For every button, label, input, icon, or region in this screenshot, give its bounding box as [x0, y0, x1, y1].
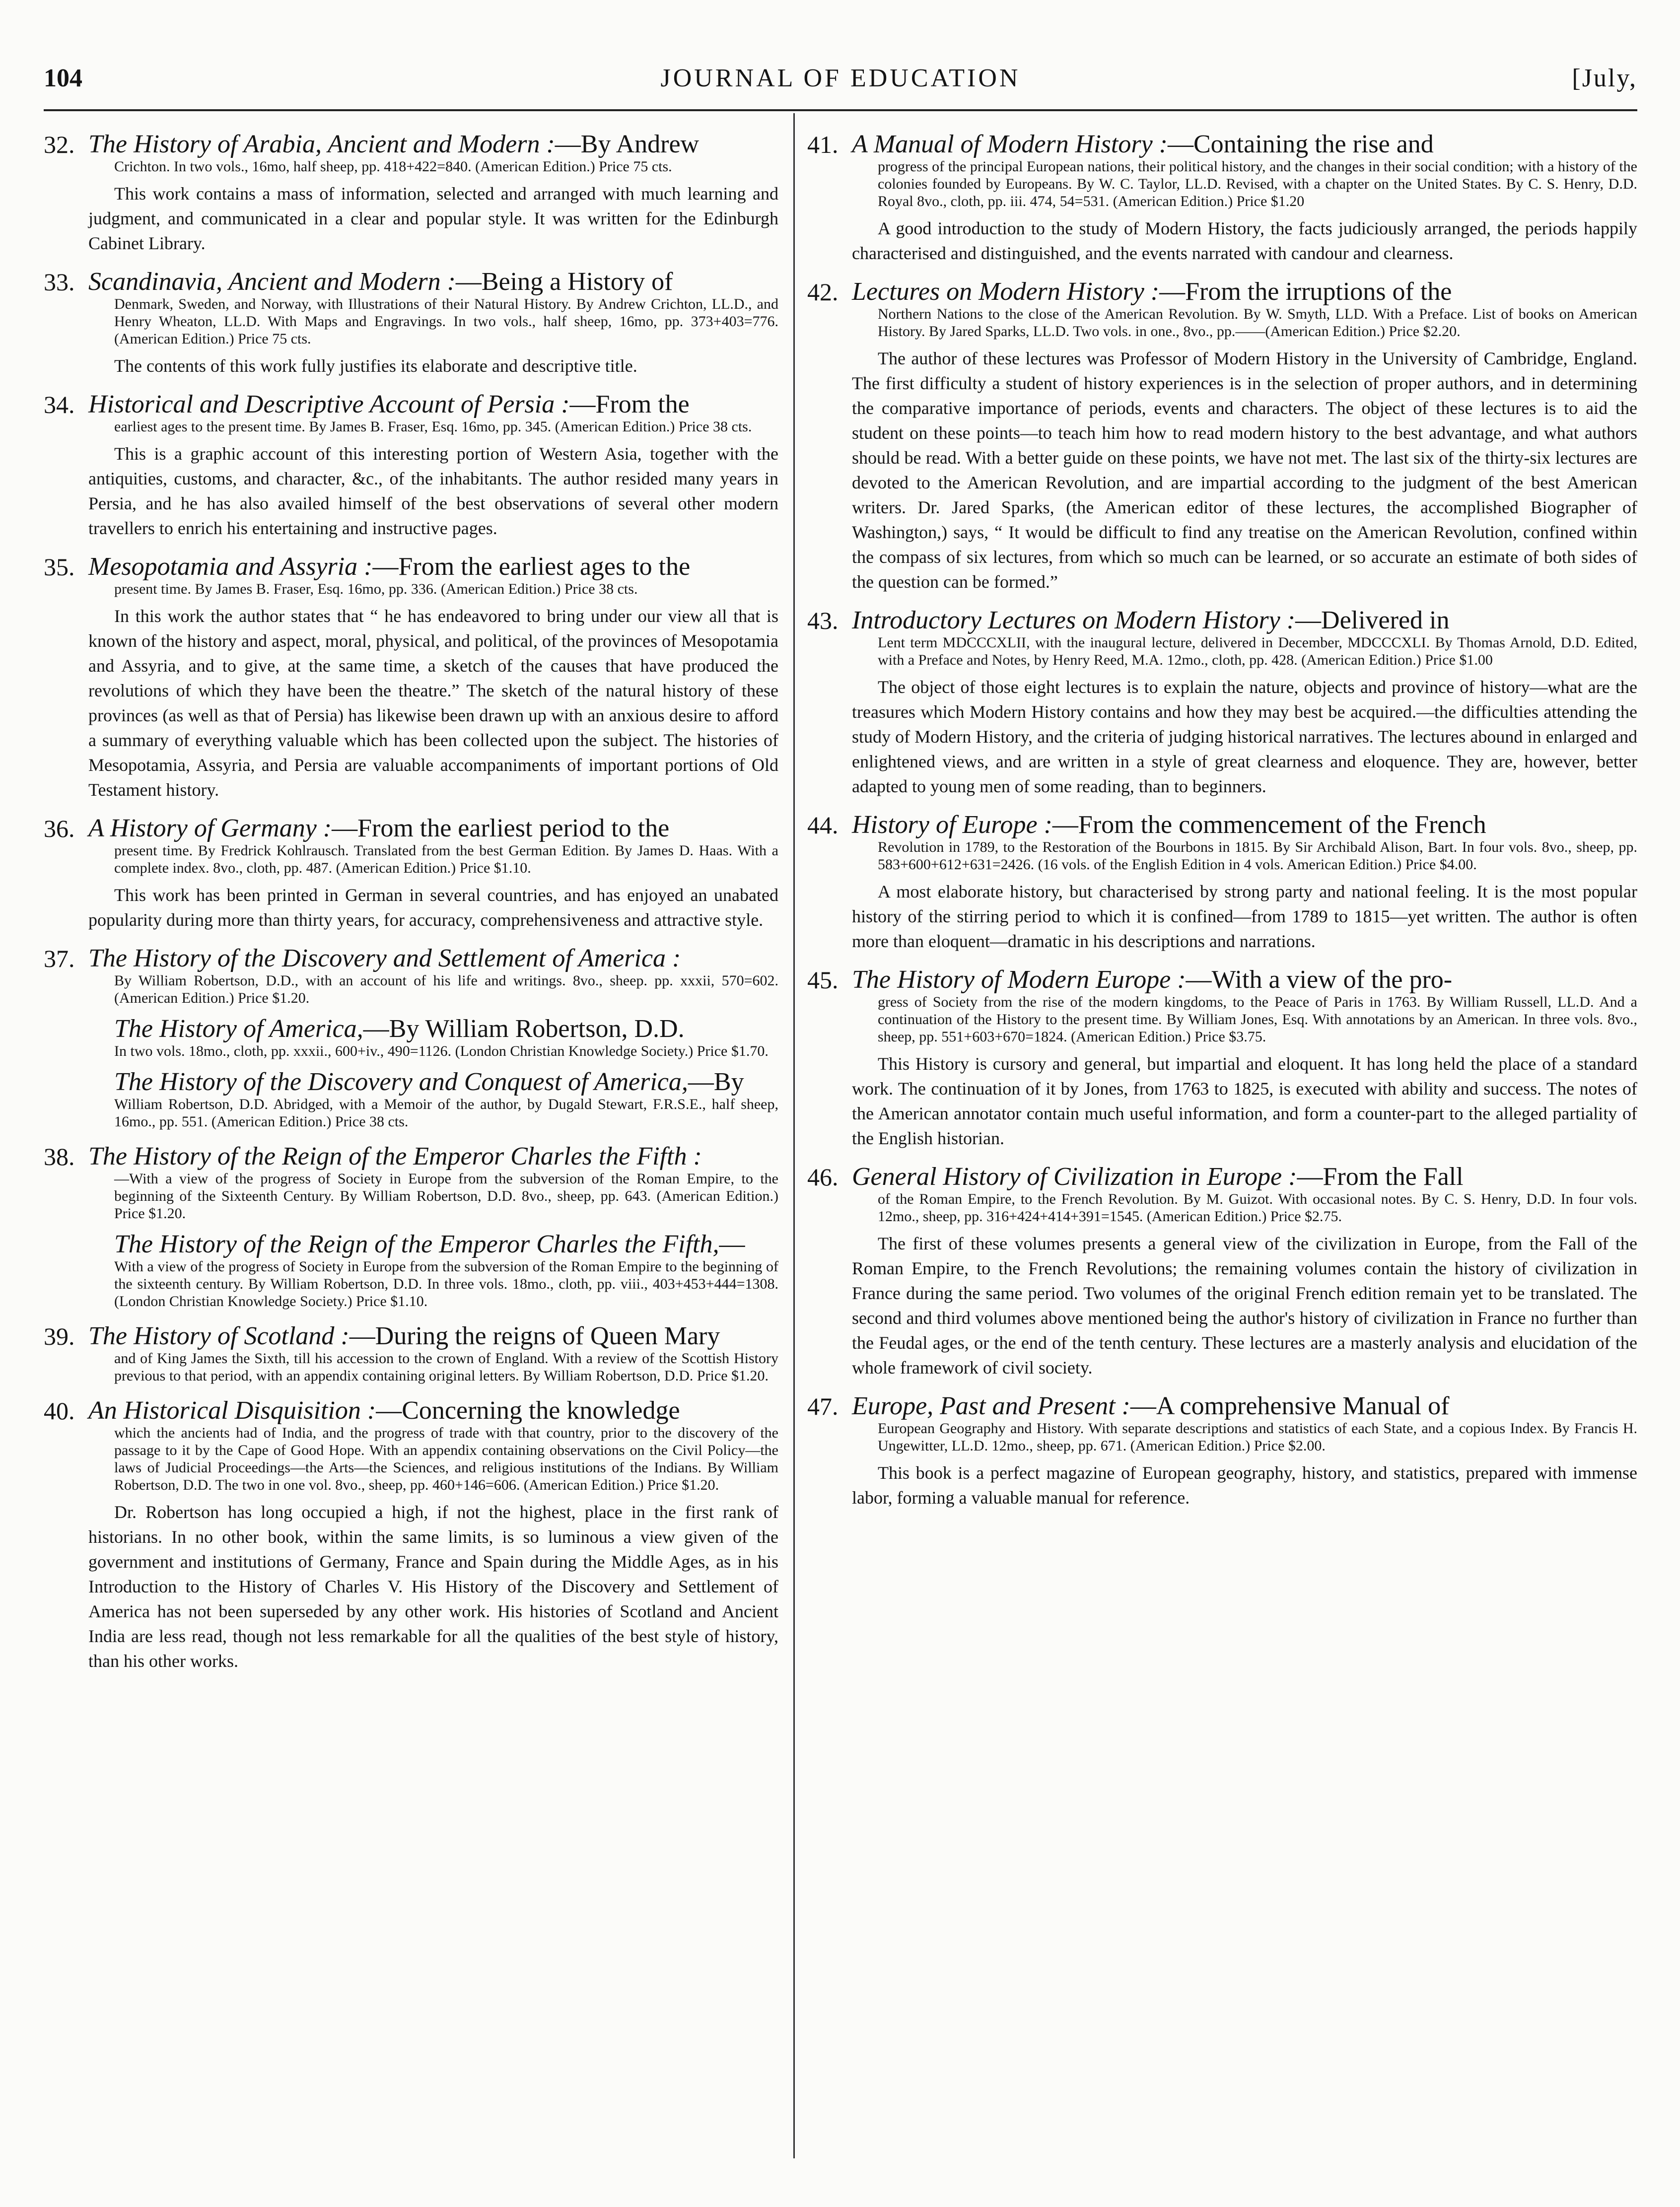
entry-subheading: —From the Fall — [1297, 1163, 1464, 1191]
entry-subheading: —A comprehensive Manual of — [1130, 1392, 1450, 1420]
entry-citation: which the ancients had of India, and the progress of trade with that country, prior to the discovery of the passage to it by the Cape of Good Hope. With an appendix containing observations on the Civil Policy—the laws of Judicial Proceedings—the Arts—the Sciences, and religious institutions of the Indians. By William Robertson, D.D. The two in one vol. 8vo., sheep, pp. 460+146=606. (American Edition.) Price $1.20. — [114, 1425, 778, 1493]
entry-description: A most elaborate history, but characterised by strong party and national feeling. It is the most popular history of the stirring period to which it is confined—from 1789 to 1815—yet written. The author is often more than eloquent—dramatic in his descriptions and narrations. — [852, 882, 1637, 951]
entry-citation: and of King James the Sixth, till his accession to the crown of England. With a review of the Scottish History previous to that period, with an appendix containing original letters. By William Robertson, D.D. Price $1.20. — [114, 1350, 778, 1384]
entry-description: This work contains a mass of information, selected and arranged with much learning and judgment, and communicated in a clear and popular style. It was written for the Edinburgh Cabinet Library. — [88, 184, 778, 253]
entry-number: 40. — [44, 1397, 75, 1425]
entry-title: General History of Civilization in Europe : — [852, 1163, 1297, 1191]
entry-number: 44. — [807, 811, 839, 839]
entry-title: Introductory Lectures on Modern History : — [852, 606, 1296, 634]
sub-entry-subheading: — — [719, 1230, 745, 1258]
entry-description: The first of these volumes presents a general view of the civilization in Europe, from the Fall of the Roman Empire, to the French Revolutions; the remaining volumes contain the history of civilization in France during the same period. Two volumes of the original French edition remain yet to be translated. The second and third volumes above mentioned being the author's history of civilization in France no further than the Feudal ages, or the end of the tenth century. These lectures are a masterly analysis and elucidation of the whole framework of civil society. — [852, 1234, 1637, 1378]
entry-title: Historical and Descriptive Account of Persia : — [88, 390, 570, 418]
entry-heading — [44, 1142, 778, 1171]
entry-subheading: —With a view of the pro- — [1186, 966, 1453, 994]
entry-description: This History is cursory and general, but impartial and eloquent. It has long held the place of a standard work. The continuation of it by Jones, from 1763 to 1825, is executed with ability and success. The notes of the American annotator contain much useful information, and form a counter-part to the alleged partiality of the English historian. — [852, 1054, 1637, 1148]
entry-subheading: —From the irruptions of the — [1159, 277, 1452, 306]
entry-title: The History of the Reign of the Emperor Charles the Fifth : — [88, 1142, 702, 1171]
entry-citation: Lent term MDCCCXLII, with the inaugural lecture, delivered in December, MDCCCXLI. By Thomas Arnold, D.D. Edited, with a Preface and Notes, by Henry Reed, M.A. 12mo., cloth, pp. 428. (American Edition.) Price $1.00 — [878, 634, 1637, 668]
entry-description: This work has been printed in German in several countries, and has enjoyed an unabated popularity during more than thirty years, for accuracy, comprehensiveness and attractive style. — [88, 885, 778, 930]
entry-heading — [807, 277, 1637, 306]
entry-title: An Historical Disquisition : — [88, 1396, 376, 1425]
entry-subheading: —Containing the rise and — [1167, 130, 1434, 158]
entry-citation: progress of the principal European nations, their political history, and the changes in their social condition; with a history of the colonies founded by Europeans. By W. C. Taylor, LL.D. Revised, with a chapter on the United States. By C. S. Henry, D.D. Royal 8vo., cloth, pp. iii. 474, 54=531. (American Edition.) Price $1.20 — [878, 158, 1637, 209]
entry-subheading: —Concerning the knowledge — [376, 1396, 680, 1425]
sub-entry-title: The History of America, — [114, 1015, 363, 1043]
entry-heading — [807, 1392, 1637, 1421]
catalog-entry — [44, 814, 778, 932]
entry-number: 45. — [807, 966, 839, 994]
catalog-entry — [44, 1142, 778, 1310]
column-divider — [793, 113, 795, 2158]
entry-citation: Denmark, Sweden, and Norway, with Illustrations of their Natural History. By Andrew Crichton, LL.D., and Henry Wheaton, LL.D. With Maps and Engravings. In two vols., half sheep, 16mo, pp. 373+403=776. (American Edition.) Price 75 cts. — [114, 296, 778, 347]
entry-heading — [807, 1163, 1637, 1191]
entry-citation: present time. By James B. Fraser, Esq. 16mo, pp. 336. (American Edition.) Price 38 cts. — [114, 581, 638, 597]
catalog-entry — [807, 966, 1637, 1151]
entry-heading — [44, 814, 778, 843]
entry-citation: European Geography and History. With separate descriptions and statistics of each State, and a copious Index. By Francis H. Ungewitter, LL.D. 12mo., sheep, pp. 671. (American Edition.) Price $2.00. — [878, 1420, 1637, 1454]
sub-entry-citation: In two vols. 18mo., cloth, pp. xxxii., 600+iv., 490=1126. (London Christian Knowledge Society.) Price $1.70. — [114, 1043, 769, 1059]
entry-citation: earliest ages to the present time. By James B. Fraser, Esq. 16mo, pp. 345. (American Edition.) Price 38 cts. — [114, 418, 752, 435]
entry-number: 36. — [44, 815, 75, 842]
sub-entry-heading — [44, 1068, 778, 1097]
entry-number: 37. — [44, 945, 75, 972]
sub-entry-title: The History of the Reign of the Emperor Charles the Fifth, — [114, 1230, 719, 1258]
entry-description: Dr. Robertson has long occupied a high, if not the highest, place in the first rank of historians. In no other book, within the same limits, is so luminous a view given of the government and institutions of Germany, France and Spain during the Middle Ages, as in his Introduction to the History of Charles V. His History of the Discovery and Settlement of America has not been superseded by any other work. His histories of Scotland and Ancient India are less read, though not less remarkable for all the qualities of the best style of history, than his other works. — [88, 1502, 778, 1671]
sub-entry — [44, 1230, 778, 1310]
catalog-entry — [807, 1163, 1637, 1380]
entry-heading — [44, 944, 778, 973]
entry-subheading: —From the — [569, 390, 690, 418]
catalog-entry — [44, 944, 778, 1130]
entry-title: The History of the Discovery and Settlement of America : — [88, 944, 681, 972]
entry-title: Lectures on Modern History : — [852, 277, 1160, 306]
entry-description: The object of those eight lectures is to explain the nature, objects and province of history—what are the treasures which Modern History contains and how they may best be acquired.—the difficulties attending the study of Modern History, and the criteria of judging historical narratives. The lectures abound in enlarged and enlightened views, and are written in a style of great clearness and eloquence. They are, however, better adapted to young men of some reading, than to beginners. — [852, 677, 1637, 796]
catalog-entry — [44, 552, 778, 802]
entry-citation: present time. By Fredrick Kohlrausch. Translated from the best German Edition. By James D. Haas. With a complete index. 8vo., cloth, pp. 487. (American Edition.) Price $1.10. — [114, 842, 778, 876]
entry-citation: Crichton. In two vols., 16mo, half sheep, pp. 418+422=840. (American Edition.) Price 75 cts. — [114, 158, 672, 175]
entry-citation: By William Robertson, D.D., with an account of his life and writings. 8vo., sheep. pp. xxxii, 570=602. (American Edition.) Price $1.20. — [114, 972, 778, 1006]
entry-citation: Revolution in 1789, to the Restoration of the Bourbons in 1815. By Sir Archibald Alison, Bart. In four vols. 8vo., sheep, pp. 583+600+612+631=2426. (16 vols. of the English Edition in 4 vols. American Edition.) Price $4.00. — [878, 839, 1637, 873]
entry-title: A Manual of Modern History : — [852, 130, 1168, 158]
catalog-entry — [44, 390, 778, 541]
catalog-entry — [807, 606, 1637, 799]
sub-entry — [44, 1068, 778, 1130]
sub-entry-subheading: —By — [688, 1068, 744, 1096]
entry-heading — [44, 390, 778, 419]
entry-heading — [44, 268, 778, 296]
entry-number: 33. — [44, 268, 75, 296]
catalog-entry — [44, 130, 778, 256]
entry-title: The History of Modern Europe : — [852, 966, 1186, 994]
catalog-entry — [44, 268, 778, 378]
sub-entry-citation: William Robertson, D.D. Abridged, with a Memoir of the author, by Dugald Stewart, F.R.S.E., half sheep, 16mo., pp. 551. (American Edition.) Price 38 cts. — [114, 1096, 778, 1130]
entry-title: The History of Arabia, Ancient and Modern : — [88, 130, 555, 158]
left-column — [44, 130, 778, 1685]
entry-title: History of Europe : — [852, 811, 1052, 839]
entry-number: 42. — [807, 278, 839, 306]
entry-subheading: —From the earliest ages to the — [372, 552, 691, 581]
entry-citation: gress of Society from the rise of the modern kingdoms, to the Peace of Paris in 1763. By William Russell, LL.D. And a continuation of the History to the present time. By William Jones, Esq. With annotations by an American. In three vols. 8vo., sheep, pp. 551+603+670=1824. (American Edition.) Price $3.75. — [878, 994, 1637, 1045]
entry-title: Scandinavia, Ancient and Modern : — [88, 268, 456, 296]
catalog-entry — [44, 1396, 778, 1673]
entry-heading — [44, 552, 778, 581]
sub-entry-subheading: —By William Robertson, D.D. — [363, 1015, 685, 1043]
entry-description: The contents of this work fully justifies its elaborate and descriptive title. — [114, 356, 637, 376]
entry-title: A History of Germany : — [88, 814, 332, 842]
entry-description: In this work the author states that “ he has endeavored to bring under our view all that is known of the history and aspect, moral, physical, and political, of the provinces of Mesopotamia and Assyria, and to give, at the same time, a sketch of the causes that have produced the revolutions of which they have been the theatre.” The sketch of the natural history of these provinces (as well as that of Persia) has likewise been drawn up with an anxious desire to afford a summary of everything valuable which has been collected upon the subject. The histories of Mesopotamia, Assyria, and Persia are valuable accompaniments of important portions of Old Testament history. — [88, 606, 778, 800]
entry-heading — [44, 1322, 778, 1351]
entry-subheading: —During the reigns of Queen Mary — [349, 1322, 720, 1350]
entry-number: 39. — [44, 1322, 75, 1350]
entry-citation: Northern Nations to the close of the American Revolution. By W. Smyth, LLD. With a Preface. List of books on American History. By Jared Sparks, LL.D. Two vols. in one., 8vo., pp.——(American Edition.) Price $2.20. — [878, 306, 1637, 340]
entry-description: This is a graphic account of this interesting portion of Western Asia, together with the antiquities, customs, and character, &c., of the inhabitants. The author resided many years in Persia, and he has also availed himself of the best observations of several other modern travellers to enrich his entertaining and instructive pages. — [88, 444, 778, 538]
catalog-entry — [807, 130, 1637, 266]
entry-description: The author of these lectures was Professor of Modern History in the University of Cambridge, England. The first difficulty a student of history experiences is in the selection of proper authors, and in determining the comparative importance of periods, events and characters. The object of these lectures is to aid the student on these points—to teach him how to read modern history to the best advantage, and what authors should be read. With a better guide on these points, we have not met. The last six of the thirty-six lectures are devoted to the American Revolution, and are impartial according to the judgment of the best American writers. Dr. Jared Sparks, (the American editor of these lectures, the accomplished Biographer of Washington,) says, “ It would be difficult to find any treatise on the American Revolution, confined within the compass of six lectures, from which so much can be learned, or so accurate an estimate of both sides of the question can be formed.” — [852, 348, 1637, 592]
sub-entry-heading — [44, 1015, 778, 1043]
entry-subheading: —Delivered in — [1295, 606, 1450, 634]
entry-description: A good introduction to the study of Modern History, the facts judiciously arranged, the periods happily characterised and distinguished, and the events narrated with candour and clearness. — [852, 218, 1637, 263]
entry-heading — [807, 130, 1637, 159]
entry-number: 41. — [807, 131, 839, 158]
entry-subheading: —From the commencement of the French — [1052, 811, 1486, 839]
entry-title: Mesopotamia and Assyria : — [88, 552, 373, 581]
page-header — [44, 64, 1637, 98]
entry-number: 46. — [807, 1163, 839, 1191]
entry-subheading: —By Andrew — [555, 130, 700, 158]
catalog-entry — [807, 811, 1637, 954]
entry-citation: —With a view of the progress of Society in Europe from the subversion of the Roman Empire, to the beginning of the Sixteenth Century. By William Robertson, D.D. 8vo., sheep, pp. 643. (American Edition.) Price $1.20. — [114, 1171, 778, 1222]
entry-number: 47. — [807, 1392, 839, 1420]
entry-number: 38. — [44, 1143, 75, 1171]
header-month: [July, — [1572, 64, 1637, 92]
catalog-entry — [807, 277, 1637, 594]
entry-heading — [807, 966, 1637, 994]
entry-subheading: —From the earliest period to the — [332, 814, 670, 842]
entry-number: 32. — [44, 131, 75, 158]
catalog-entry — [44, 1322, 778, 1384]
sub-entry — [44, 1015, 778, 1060]
entry-number: 34. — [44, 391, 75, 418]
journal-title: JOURNAL OF EDUCATION — [660, 64, 1021, 92]
entry-citation: of the Roman Empire, to the French Revolution. By M. Guizot. With occasional notes. By C. S. Henry, D.D. In four vols. 12mo., sheep, pp. 316+424+414+391=1545. (American Edition.) Price $2.75. — [878, 1191, 1637, 1225]
right-column — [807, 130, 1637, 1522]
entry-title: The History of Scotland : — [88, 1322, 350, 1350]
entry-title: Europe, Past and Present : — [852, 1392, 1130, 1420]
entry-description: This book is a perfect magazine of European geography, history, and statistics, prepared with immense labor, forming a valuable manual for reference. — [852, 1463, 1637, 1508]
sub-entry-citation: With a view of the progress of Society in Europe from the subversion of the Roman Empire to the beginning of the sixteenth century. By William Robertson, D.D. In three vols. 18mo., cloth, pp. viii., 403+453+444=1308. (London Christian Knowledge Society.) Price $1.10. — [114, 1258, 778, 1310]
sub-entry-title: The History of the Discovery and Conquest of America, — [114, 1068, 688, 1096]
page-number: 104 — [44, 64, 82, 92]
entry-subheading: —Being a History of — [455, 268, 673, 296]
entry-heading — [44, 130, 778, 159]
entry-heading — [807, 811, 1637, 839]
sub-entry-heading — [44, 1230, 778, 1259]
entry-number: 35. — [44, 553, 75, 581]
entry-heading — [807, 606, 1637, 635]
entry-number: 43. — [807, 607, 839, 634]
catalog-entry — [807, 1392, 1637, 1510]
entry-heading — [44, 1396, 778, 1425]
header-rule — [44, 109, 1637, 111]
